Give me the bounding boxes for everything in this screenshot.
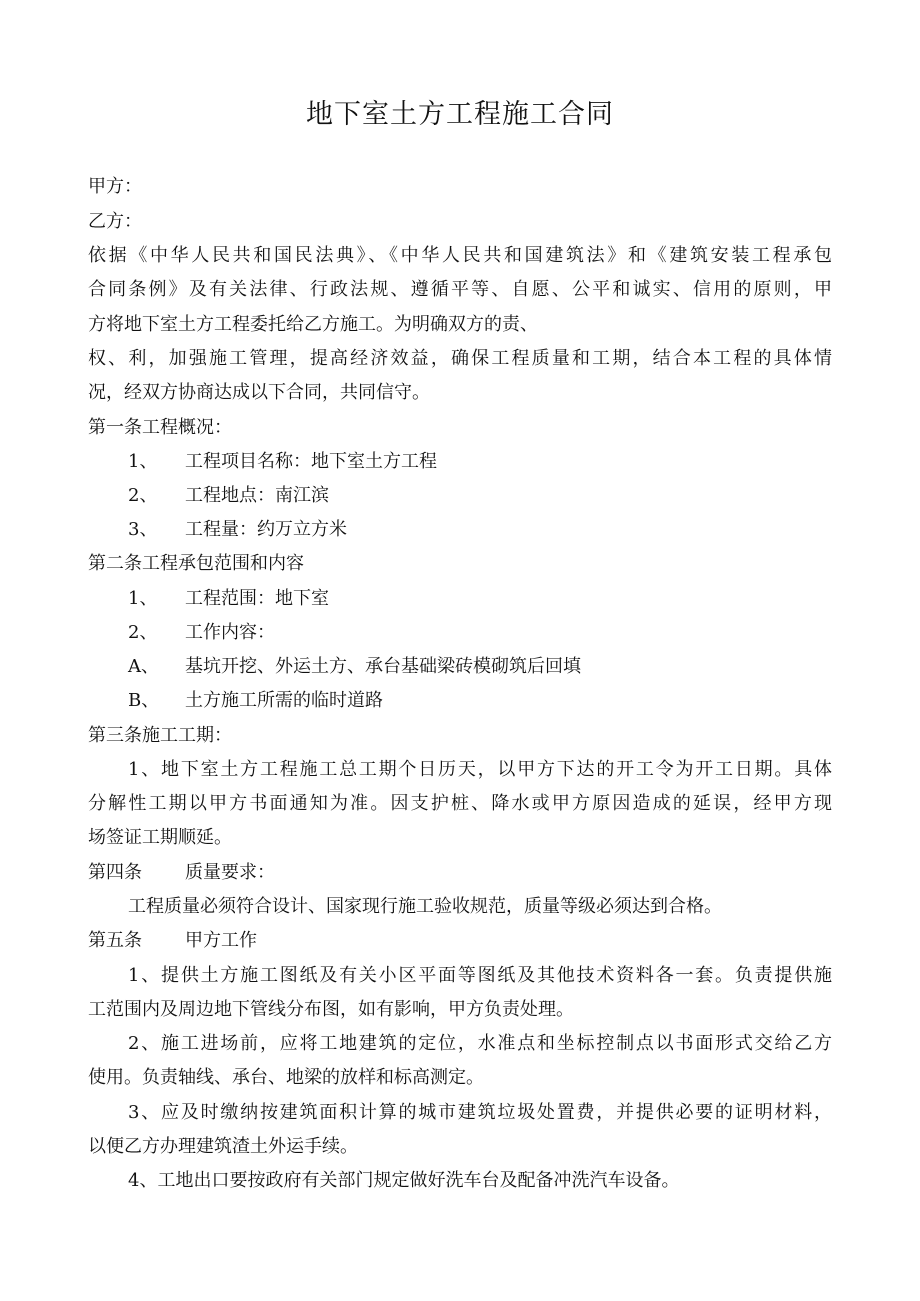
list-number: A、 (128, 656, 159, 677)
list-item-text: 工程范围：地下室 (185, 588, 329, 609)
intro-line: 方将地下室土方工程委托给乙方施工。为明确双方的责、 (88, 314, 538, 335)
party-b-label: 乙方： (88, 211, 142, 232)
list-number: 2、 (128, 485, 158, 506)
article-3-line: 1、地下室土方工程施工总工期个日历天，以甲方下达的开工令为开工日期。具体 (128, 759, 832, 780)
intro-line: 依据《中华人民共和国民法典》、《中华人民共和国建筑法》和《建筑安装工程承包 (88, 245, 832, 266)
article-4-text: 工程质量必须符合设计、国家现行施工验收规范，质量等级必须达到合格。 (128, 896, 722, 917)
list-number: 1、 (128, 588, 158, 609)
intro-line: 权、利，加强施工管理，提高经济效益，确保工程质量和工期，结合本工程的具体情 (88, 348, 832, 369)
party-a-label: 甲方： (88, 176, 142, 197)
article-3-line: 场签证工期顺延。 (88, 827, 232, 848)
article-5-line: 工范围内及周边地下管线分布图，如有影响，甲方负责处理。 (88, 999, 574, 1020)
list-number: 2、 (128, 622, 158, 643)
list-item-text: 工程地点：南江滨 (185, 485, 329, 506)
article-3-line: 分解性工期以甲方书面通知为准。因支护桩、降水或甲方原因造成的延误，经甲方现 (88, 793, 832, 814)
article-5-label: 第五条 (88, 930, 142, 951)
article-3-heading: 第三条施工工期： (88, 725, 232, 746)
article-5-title: 甲方工作 (185, 930, 257, 951)
article-5-line: 3、应及时缴纳按建筑面积计算的城市建筑垃圾处置费，并提供必要的证明材料， (128, 1102, 832, 1123)
list-item-text: 工程量：约万立方米 (185, 519, 347, 540)
list-item-text: 基坑开挖、外运土方、承台基础梁砖模砌筑后回填 (185, 656, 581, 677)
list-item-text: 工程项目名称：地下室土方工程 (185, 451, 437, 472)
article-5-line: 以便乙方办理建筑渣土外运手续。 (88, 1136, 358, 1157)
article-5-line: 使用。负责轴线、承台、地梁的放样和标高测定。 (88, 1067, 484, 1088)
list-number: 3、 (128, 519, 158, 540)
article-5-line: 1、提供土方施工图纸及有关小区平面等图纸及其他技术资料各一套。负责提供施 (128, 965, 832, 986)
list-item-text: 土方施工所需的临时道路 (185, 690, 383, 711)
list-item-text: 工作内容： (185, 622, 275, 643)
intro-line: 况，经双方协商达成以下合同，共同信守。 (88, 382, 430, 403)
list-number: B、 (128, 690, 160, 711)
contract-title: 地下室土方工程施工合同 (306, 99, 614, 130)
article-1-heading: 第一条工程概况： (88, 417, 232, 438)
intro-line: 合同条例》及有关法律、行政法规、遵循平等、自愿、公平和诚实、信用的原则，甲 (88, 279, 832, 300)
article-4-title: 质量要求： (185, 862, 275, 883)
article-5-line: 4、工地出口要按政府有关部门规定做好洗车台及配备冲洗汽车设备。 (128, 1170, 680, 1191)
article-5-line: 2、施工进场前，应将工地建筑的定位，水准点和坐标控制点以书面形式交给乙方 (128, 1033, 832, 1054)
article-2-heading: 第二条工程承包范围和内容 (88, 553, 304, 574)
list-number: 1、 (128, 451, 158, 472)
article-4-label: 第四条 (88, 862, 142, 883)
